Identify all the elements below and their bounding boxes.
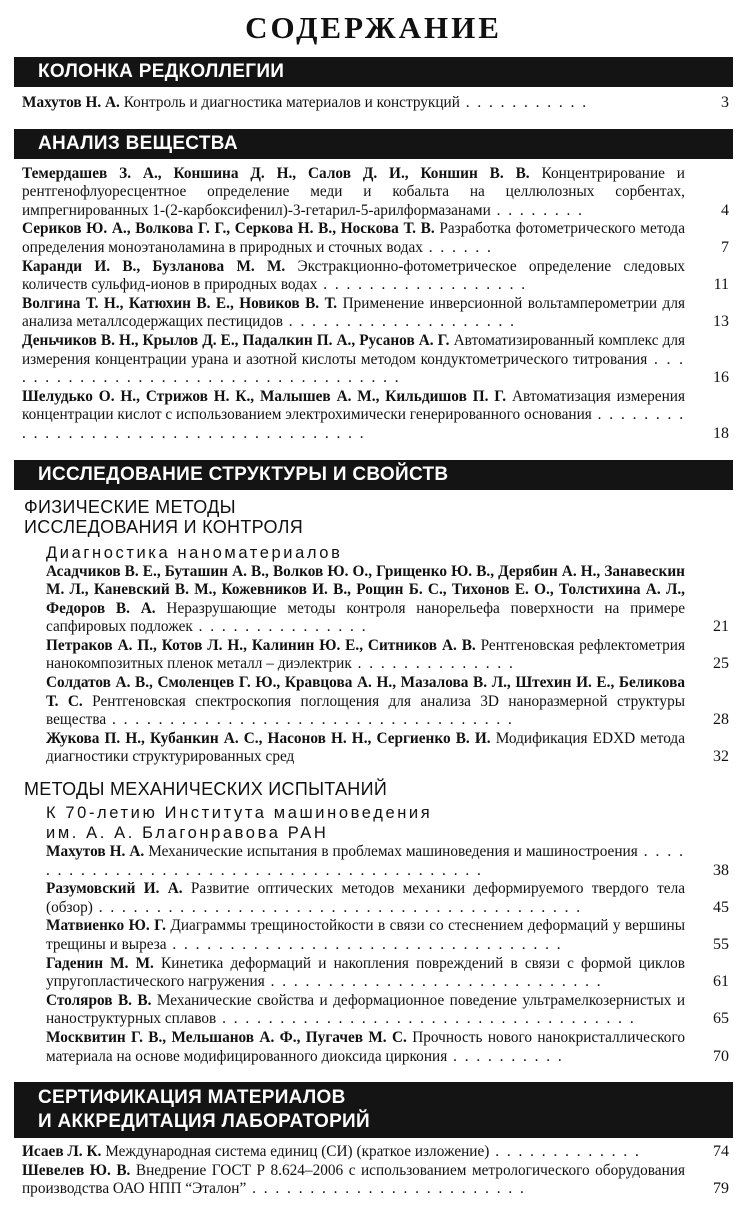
subsection-heading: ИССЛЕДОВАНИЯ И КОНТРОЛЯ: [24, 516, 304, 537]
entry-title: Применение инверсионной вольтамперометрии для анализа металлсодержащих пестицидов: [22, 294, 685, 331]
toc-entry[interactable]: Солдатов А. В., Смоленцев Г. Ю., Кравцова А. Н., Мазалова В. Л., Штехин И. Е., Беликова Т. С. Рентгеновская спектроскопия поглощения для анализа 3D наноразмерной структуры вещества . . . . . . . . . . . . . . . . . . . . . . . . . . . . . . . . . . . 28: [46, 674, 729, 729]
entry-authors: Шевелев Ю. В.: [22, 1161, 131, 1179]
entry-authors: Каранди И. В., Бузланова М. М.: [22, 257, 286, 275]
entry-title: Модификация EDXD метода диагностики структурированных сред: [46, 729, 686, 766]
entry-page: 7: [721, 238, 729, 256]
entry-page: 21: [713, 618, 729, 636]
toc-entry[interactable]: Исаев Л. К. Международная система единиц (СИ) (краткое изложение) . . . . . . . . . . . . . 74: [22, 1143, 729, 1161]
entry-authors: Асадчиков В. Е., Буташин А. В., Волков Ю. О., Грищенко Ю. В., Дерябин А. Н., Занавескин М. Л., Каневский В. М., Кожевников И. В., Рощин Б. С., Тихонов Е. О., Толстихина А. Л., Федоров В. А.: [46, 562, 685, 617]
entry-authors: Москвитин Г. В., Мельшанов А. Ф., Пугачев М. С.: [46, 1028, 407, 1046]
entry-title: Контроль и диагностика материалов и конструкций: [123, 94, 460, 111]
page-title: СОДЕРЖАНИЕ: [245, 10, 502, 45]
toc-entry[interactable]: Столяров В. В. Механические свойства и деформационное поведение ультрамелкозернистых и наноструктурных сплавов . . . . . . . . . . . . . . . . . . . . . . . . . . . . . . . . . . . . 65: [46, 991, 729, 1028]
entry-page: 45: [713, 898, 729, 916]
subsection-heading: МЕТОДЫ МЕХАНИЧЕСКИХ ИСПЫТАНИЙ: [24, 779, 388, 800]
entry-page: 79: [713, 1180, 729, 1198]
entry-title: Автоматизация измерения концентрации кислот с использованием электрохимически генерированного основания: [22, 387, 686, 424]
entry-authors: Солдатов А. В., Смоленцев Г. Ю., Кравцова А. Н., Мазалова В. Л., Штехин И. Е., Беликова Т. С.: [46, 674, 685, 710]
subsection-heading: ФИЗИЧЕСКИЕ МЕТОДЫ: [24, 496, 236, 517]
rubric-heading: Диагностика наноматериалов: [46, 543, 343, 562]
entry-page: 61: [713, 973, 729, 991]
entry-title: Кинетика деформаций и накопления повреждений в связи с формой циклов упругопластического нагружения: [46, 954, 685, 991]
toc-entry[interactable]: Гаденин М. М. Кинетика деформаций и накопления повреждений в связи с формой циклов упругопластического нагружения . . . . . . . . . . . . . . . . . . . . . . . . . . . . . 61: [46, 954, 729, 991]
toc-entry[interactable]: Разумовский И. А. Развитие оптических методов механики деформируемого твердого тела (обзор) . . . . . . . . . . . . . . . . . . . . . . . . . . . . . . . . . . . . . . . . . . 45: [46, 880, 729, 916]
toc-entry[interactable]: Шелудько О. Н., Стрижов Н. К., Малышев А. М., Кильдишов П. Г. Автоматизация измерения концентрации кислот с использованием электрохимически генерированного основания . . . . . . . . . . . . . . . . . . . . . . . . . . . . . . . . . . . . . . 18: [22, 387, 729, 442]
entry-title: Развитие оптических методов механики деформируемого твердого тела (обзор): [46, 880, 686, 916]
entry-title: Международная система единиц (СИ) (краткое изложение): [105, 1143, 490, 1161]
toc-entry[interactable]: Темердашев З. А., Коншина Д. Н., Салов Д. И., Коншин В. В. Концентрирование и рентгенофлуоресцентное определение меди и кобальта на целлюлозных сорбентах, импрегнированных 1-(2-карбоксифенил)-3-гетарил-5-арилформазанами . . . . . . . . 4: [22, 164, 729, 219]
toc-entry[interactable]: Махутов Н. А. Механические испытания в проблемах машиноведения и машиностроения . . . . . . . . . . . . . . . . . . . . . . . . . . . . . . . . . . . . . . . . . . 38: [46, 843, 729, 879]
toc-entry[interactable]: Каранди И. В., Бузланова М. М. Экстракционно-фотометрическое определение следовых количеств сульфид-ионов в природных водах . . . . . . . . . . . . . . . . . . 11: [22, 257, 729, 294]
toc-entry[interactable]: Сериков Ю. А., Волкова Г. Г., Серкова Н. В., Носкова Т. В. Разработка фотометрического метода определения моноэтаноламина в природных и сточных водах . . . . . . 7: [22, 220, 729, 256]
toc-entry[interactable]: Шевелев Ю. В. Внедрение ГОСТ Р 8.624–2006 с использованием метрологического оборудования производства ОАО НПП “Эталон” . . . . . . . . . . . . . . . . . . . . . . . . 79: [22, 1161, 729, 1198]
entry-authors: Разумовский И. А.: [46, 880, 183, 898]
entry-title: Концентрирование и рентгенофлуоресцентное определение меди и кобальта на целлюлозных сорбентах, импрегнированных 1-(2-карбоксифенил)-3-гетарил-5-арилформазанами: [22, 164, 685, 219]
entry-page: 70: [713, 1047, 729, 1065]
entry-page: 11: [713, 276, 729, 294]
entry-title: Неразрушающие методы контроля нанорельефа поверхности на примере сапфировых подложек: [46, 599, 686, 636]
entry-page: 38: [713, 861, 729, 879]
entry-page: 55: [713, 936, 729, 953]
entry-authors: Матвиенко Ю. Г.: [46, 917, 166, 935]
entry-page: 3: [721, 94, 729, 111]
toc-entry[interactable]: Москвитин Г. В., Мельшанов А. Ф., Пугачев М. С. Прочность нового нанокристаллического материала на основе модифицированного диоксида циркония . . . . . . . . . . 70: [46, 1028, 729, 1065]
section-heading-analysis: АНАЛИЗ ВЕЩЕСТВА: [14, 129, 733, 159]
toc-entry[interactable]: Асадчиков В. Е., Буташин А. В., Волков Ю. О., Грищенко Ю. В., Дерябин А. Н., Занавескин М. Л., Каневский В. М., Кожевников И. В., Рощин Б. С., Тихонов Е. О., Толстихина А. Л., Федоров В. А. Неразрушающие методы контроля нанорельефа поверхности на примере сапфировых подложек . . . . . . . . . . . . . . . 21: [46, 562, 729, 636]
entry-authors: Деньчиков В. Н., Крылов Д. Е., Падалкин П. А., Русанов А. Г.: [22, 331, 450, 349]
entry-authors: Махутов Н. А.: [22, 94, 120, 111]
entry-title: Автоматизированный комплекс для измерения концентрации урана и азотной кислоты методом кондуктометрического титрования: [22, 331, 686, 368]
entry-page: 18: [713, 424, 729, 442]
entry-authors: Сериков Ю. А., Волкова Г. Г., Серкова Н. В., Носкова Т. В.: [22, 220, 435, 238]
entry-title: Диаграммы трещиностойкости в связи со стеснением деформаций у вершины трещины и выреза: [46, 917, 686, 953]
entry-title: Рентгеновская спектроскопия поглощения для анализа 3D наноразмерной структуры вещества: [46, 692, 685, 729]
entry-authors: Исаев Л. К.: [22, 1143, 102, 1161]
entry-page: 4: [721, 201, 729, 219]
entry-page: 74: [713, 1143, 729, 1161]
entry-page: 16: [713, 369, 729, 387]
toc-entry[interactable]: Махутов Н. А. Контроль и диагностика материалов и конструкций . . . . . . . . . . . 3: [22, 94, 729, 111]
entry-authors: Гаденин М. М.: [46, 954, 154, 972]
rubric-heading: К 70-летию Института машиноведения: [46, 804, 433, 823]
toc-entry[interactable]: Деньчиков В. Н., Крылов Д. Е., Падалкин П. А., Русанов А. Г. Автоматизированный комплекс для измерения концентрации урана и азотной кислоты методом кондуктометрического титрования . . . . . . . . . . . . . . . . . . . . . . . . . . . . . . . . . . . . 16: [22, 331, 729, 387]
entry-title: Экстракционно-фотометрическое определение следовых количеств сульфид-ионов в природных водах: [22, 257, 686, 294]
entry-page: 65: [713, 1010, 729, 1028]
entry-authors: Жукова П. Н., Кубанкин А. С., Насонов Н. Н., Сергиенко В. И.: [46, 729, 491, 747]
toc-entry[interactable]: [46, 730, 733, 767]
entry-authors: Махутов Н. А.: [46, 843, 145, 861]
entry-title: Внедрение ГОСТ Р 8.624–2006 с использованием метрологического оборудования производства ОАО НПП “Эталон”: [22, 1161, 686, 1198]
toc-entry[interactable]: Петраков А. П., Котов Л. Н., Калинин Ю. Е., Ситников А. В. Рентгеновская рефлектометрия нанокомпозитных пленок металл – диэлектрик . . . . . . . . . . . . . . 25: [46, 636, 729, 673]
section-heading-line: И АККРЕДИТАЦИЯ ЛАБОРАТОРИЙ: [38, 1111, 370, 1133]
entry-title: Рентгеновская рефлектометрия нанокомпозитных пленок металл – диэлектрик: [46, 636, 685, 673]
entry-authors: Волгина Т. Н., Катюхин В. Е., Новиков В. Т.: [22, 294, 338, 312]
entry-page: 32: [713, 748, 729, 766]
toc-entry[interactable]: Матвиенко Ю. Г. Диаграммы трещиностойкости в связи со стеснением деформаций у вершины трещины и выреза . . . . . . . . . . . . . . . . . . . . . . . . . . . . . . . . . . 55: [46, 917, 729, 953]
entry-authors: Столяров В. В.: [46, 991, 152, 1009]
section-heading-editorial: КОЛОНКА РЕДКОЛЛЕГИИ: [14, 57, 733, 87]
entry-authors: Петраков А. П., Котов Л. Н., Калинин Ю. Е., Ситников А. В.: [46, 636, 476, 654]
entry-page: 13: [713, 313, 729, 331]
entry-authors: Шелудько О. Н., Стрижов Н. К., Малышев А. М., Кильдишов П. Г.: [22, 387, 507, 405]
section-heading-structure: ИССЛЕДОВАНИЕ СТРУКТУРЫ И СВОЙСТВ: [14, 460, 733, 490]
entry-title: Механические свойства и деформационное поведение ультрамелкозернистых и наноструктурных сплавов: [46, 991, 686, 1028]
section-heading-certification: [14, 1082, 733, 1138]
entry-title: Механические испытания в проблемах машиноведения и машиностроения: [148, 843, 638, 861]
entry-title: Прочность нового нанокристаллического материала на основе модифицированного диоксида циркония: [46, 1028, 685, 1065]
toc-entry[interactable]: Волгина Т. Н., Катюхин В. Е., Новиков В. Т. Применение инверсионной вольтамперометрии для анализа металлсодержащих пестицидов . . . . . . . . . . . . . . . . . . . . 13: [22, 294, 729, 331]
entry-page: 25: [713, 655, 729, 673]
section-heading-line: СЕРТИФИКАЦИЯ МАТЕРИАЛОВ: [38, 1087, 346, 1109]
entry-page: 28: [713, 711, 729, 729]
entry-authors: Темердашев З. А., Коншина Д. Н., Салов Д. И., Коншин В. В.: [22, 164, 530, 182]
rubric-heading: им. А. А. Благонравова РАН: [46, 824, 329, 843]
entry-title: Разработка фотометрического метода определения моноэтаноламина в природных и сточных водах: [22, 220, 686, 256]
